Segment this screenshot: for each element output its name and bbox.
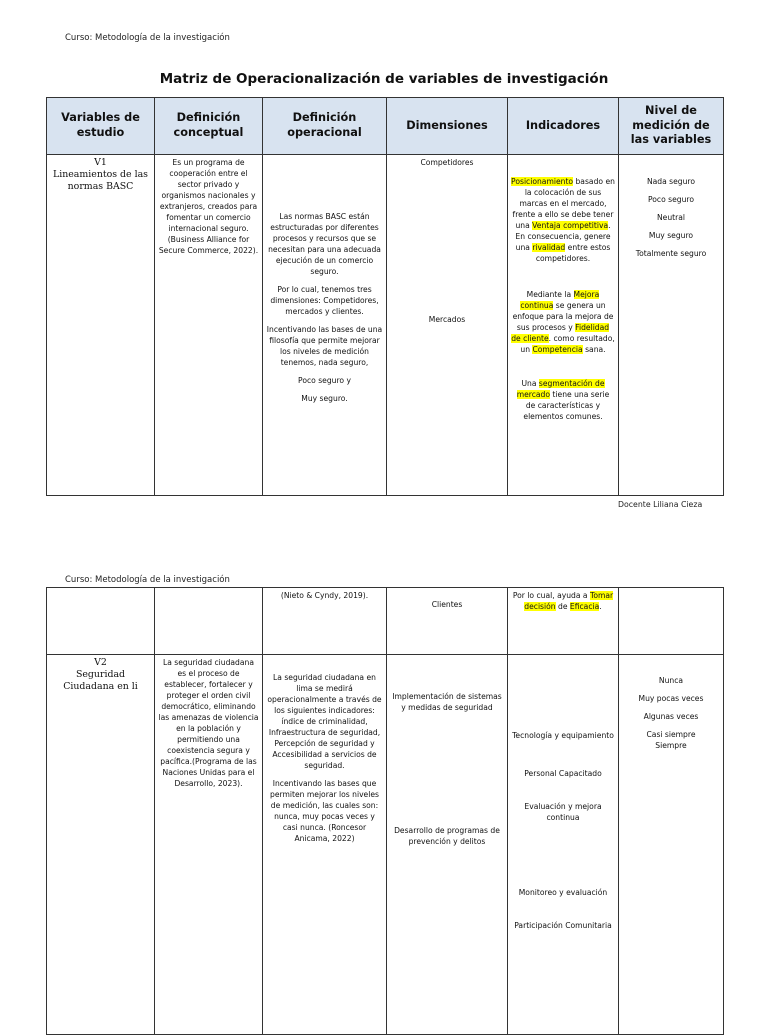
dimension: Mercados [428, 315, 466, 324]
level-item: Nada seguro [646, 177, 696, 186]
operational-paragraph: La seguridad ciudadana en lima se medirá operacionalmente a través de los siguientes indicadores: índice de criminalidad, Infraestructura de seguridad, Percepción de seguridad y Accesibilidad a servicios de seguridad. [267, 673, 382, 770]
dimensions-cell [387, 155, 508, 496]
column-header: Dimensiones [387, 98, 508, 155]
column-header: Indicadores [508, 98, 619, 155]
levels-cell [619, 155, 724, 496]
dimension: Clientes [431, 600, 463, 609]
indicator: Monitoreo y evaluación [518, 888, 608, 897]
operational-definition: (Nieto & Cyndy, 2019). [263, 588, 387, 655]
level-item: Casi siempre [646, 730, 696, 739]
level-item: Muy seguro [648, 231, 694, 240]
operational-definition [263, 655, 387, 1035]
level-item: Poco seguro [647, 195, 695, 204]
operational-paragraph: Incentivando las bases de una filosofía que permite mejorar los niveles de medición tenemos, nada seguro, [266, 325, 383, 367]
column-header: Definición conceptual [155, 98, 263, 155]
indicator: Participación Comunitaria [514, 921, 612, 930]
variable-code: V2 [94, 657, 107, 668]
level-item: Totalmente seguro [635, 249, 707, 258]
table-row [47, 655, 724, 1035]
variable-name: Lineamientos de las normas BASC [52, 169, 148, 193]
level-item: Nunca [658, 676, 684, 685]
table-row [47, 155, 724, 496]
operational-paragraph: Las normas BASC están estructuradas por diferentes procesos y recursos que se necesitan para una adecuada ejecución de un comercio seguro. [268, 212, 381, 276]
dimension: Desarrollo de programas de prevención y delitos [394, 826, 500, 846]
indicator: Posicionamiento basado en la colocación de sus marcas en el mercado, frente a ello se debe tener una Ventaja competitiva. En consecuencia, genere una rivalidad entre estos competidores. [511, 177, 615, 263]
variable-name: Seguridad Ciudadana en li [63, 669, 138, 693]
operational-paragraph: Poco seguro y [298, 376, 351, 385]
indicator: Mediante la Mejora continua se genera un enfoque para la mejora de sus procesos y Fidelidad de cliente. como resultado, un Competencia sana. [511, 290, 615, 354]
table-header-row [47, 98, 724, 155]
level-item: Siempre [655, 741, 687, 750]
indicator: Tecnología y equipamiento [512, 731, 614, 740]
dimensions-cell [387, 655, 508, 1035]
course-header: Curso: Metodología de la investigación [65, 33, 230, 43]
dimension: Competidores [420, 158, 474, 167]
page-title: Matriz de Operacionalización de variables de investigación [159, 71, 609, 87]
indicator: Una segmentación de mercado tiene una serie de características y elementos comunes. [516, 379, 610, 421]
column-header: Definición operacional [263, 98, 387, 155]
operational-paragraph: Por lo cual, tenemos tres dimensiones: Competidores, mercados y clientes. [270, 285, 379, 316]
operational-definition [263, 155, 387, 496]
conceptual-definition: La seguridad ciudadana es el proceso de establecer, fortalecer y proteger el orden civil democrático, eliminando las amenazas de violencia en la población y permitiendo una coexistencia segura y pacífica.(Programa de las Naciones Unidas para el Desarrollo, 2023). [155, 655, 263, 1035]
operational-paragraph: Muy seguro. [301, 394, 348, 403]
indicator: Por lo cual, ayuda a Tomar decisión de Eficacia. [512, 591, 614, 611]
table-row [47, 588, 724, 655]
level-item: Neutral [656, 213, 686, 222]
docente-footer: Docente Liliana Cieza [618, 500, 703, 509]
column-header: Variables de estudio [47, 98, 155, 155]
variable-code: V1 [94, 157, 107, 168]
conceptual-definition: Es un programa de cooperación entre el sector privado y organismos nacionales y extranjeros, creados para fomentar un comercio internacional seguro.(Business Alliance for Secure Commerce, 2022). [155, 155, 263, 496]
operationalization-table-continued [46, 587, 724, 1035]
column-header: Nivel de medición de las variables [619, 98, 724, 155]
operationalization-table [46, 97, 724, 496]
dimension: Implementación de sistemas y medidas de seguridad [392, 692, 502, 712]
course-header: Curso: Metodología de la investigación [65, 575, 230, 585]
indicator: Personal Capacitado [524, 769, 602, 778]
level-item: Muy pocas veces [638, 694, 704, 703]
level-item: Algunas veces [643, 712, 699, 721]
indicator: Evaluación y mejora continua [524, 802, 602, 822]
variable-cell [47, 155, 155, 496]
levels-cell [619, 655, 724, 1035]
indicators-cell [508, 588, 619, 655]
indicators-cell [508, 155, 619, 496]
dimensions-cell [387, 588, 508, 655]
indicators-cell [508, 655, 619, 1035]
variable-cell [47, 655, 155, 1035]
operational-paragraph: Incentivando las bases que permiten mejorar los niveles de medición, las cuales son: nunca, muy pocas veces y casi nunca. (Roncesor Anicama, 2022) [270, 779, 379, 843]
